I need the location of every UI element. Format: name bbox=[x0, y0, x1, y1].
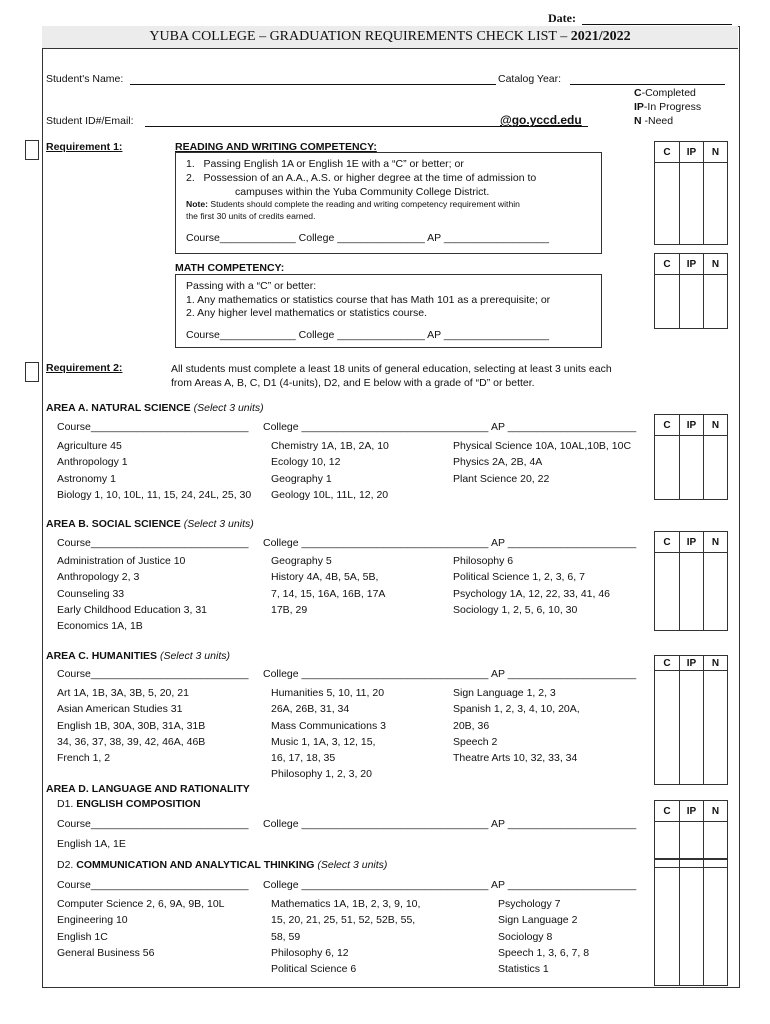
d2-college-field[interactable]: College ________________________________ bbox=[263, 879, 489, 891]
d2-status-grid bbox=[654, 858, 728, 986]
area-a-col3: Physical Science 10A, 10AL,10B, 10C Physics 2A, 2B, 4A Plant Science 20, 22 bbox=[453, 440, 632, 485]
page-title: YUBA COLLEGE – GRADUATION REQUIREMENTS CHECK LIST – 2021/2022 bbox=[149, 29, 631, 44]
catalog-year-label: Catalog Year: bbox=[498, 73, 562, 85]
math-status-grid: C IP N bbox=[654, 253, 728, 329]
area-c-college-field[interactable]: College ________________________________ bbox=[263, 668, 489, 680]
requirement-2-checkbox[interactable] bbox=[25, 362, 39, 382]
d1-college-field[interactable]: College ________________________________ bbox=[263, 818, 489, 830]
area-c-col3: Sign Language 1, 2, 3 Spanish 1, 2, 3, 4, 10, 20A, 20B, 36 Speech 2 Theatre Arts 10, 32, 33, 34 bbox=[453, 687, 580, 765]
area-c-course-field[interactable]: Course___________________________ bbox=[57, 668, 249, 680]
math-competency-title: MATH COMPETENCY: bbox=[175, 262, 285, 274]
d2-title: D2. COMMUNICATION AND ANALYTICAL THINKING (Select 3 units) bbox=[57, 859, 388, 871]
date-field[interactable] bbox=[582, 24, 732, 25]
requirement-2-label: Requirement 2: bbox=[46, 362, 123, 374]
area-b-col1: Administration of Justice 10 Anthropology 2, 3 Counseling 33 Early Childhood Education 3, 31 Economics 1A, 1B bbox=[57, 555, 208, 633]
reading-writing-items: 1. Passing English 1A or English 1E with a “C” or better; or 2. Possession of an A.A., A.S. or higher degree at the time of admission to campuses within the Yuba Community College District. bbox=[186, 158, 537, 198]
d2-course-field[interactable]: Course___________________________ bbox=[57, 879, 249, 891]
d2-ap-field[interactable]: AP ______________________ bbox=[491, 879, 637, 891]
d1-title: D1. ENGLISH COMPOSITION bbox=[57, 798, 201, 810]
d1-course-field[interactable]: Course___________________________ bbox=[57, 818, 249, 830]
requirement-1-checkbox[interactable] bbox=[25, 140, 39, 160]
student-id-label: Student ID#/Email: bbox=[46, 115, 134, 127]
area-c-ap-field[interactable]: AP ______________________ bbox=[491, 668, 637, 680]
area-b-course-field[interactable]: Course___________________________ bbox=[57, 537, 249, 549]
date-label: Date: bbox=[548, 11, 576, 25]
area-b-title: AREA B. SOCIAL SCIENCE (Select 3 units) bbox=[46, 518, 254, 530]
area-d-title: AREA D. LANGUAGE AND RATIONALITY bbox=[46, 783, 250, 795]
area-b-ap-field[interactable]: AP ______________________ bbox=[491, 537, 637, 549]
reading-writing-course-line[interactable]: Course_____________ College _______________ AP __________________ bbox=[186, 232, 549, 244]
area-c-col2: Humanities 5, 10, 11, 20 26A, 26B, 31, 34 Mass Communications 3 Music 1, 1A, 3, 12, 15, 16, 17, 18, 35 Philosophy 1, 2, 3, 20 bbox=[271, 687, 386, 781]
area-a-course-field[interactable]: Course___________________________ bbox=[57, 421, 249, 433]
area-b-status-grid: C IP N bbox=[654, 531, 728, 631]
d2-col3: Psychology 7 Sign Language 2 Sociology 8 Speech 1, 3, 6, 7, 8 Statistics 1 bbox=[498, 898, 590, 976]
d2-col2: Mathematics 1A, 1B, 2, 3, 9, 10, 15, 20, 21, 25, 51, 52, 52B, 55, 58, 59 Philosophy 6, 12 Political Science 6 bbox=[271, 898, 421, 976]
d1-courses: English 1A, 1E bbox=[57, 838, 126, 850]
student-name-label: Student's Name: bbox=[46, 73, 124, 85]
requirement-1-label: Requirement 1: bbox=[46, 141, 123, 153]
email-domain: @go.yccd.edu bbox=[500, 113, 582, 127]
d1-status-grid: C IP N bbox=[654, 800, 728, 860]
area-b-college-field[interactable]: College ________________________________ bbox=[263, 537, 489, 549]
area-a-col2: Chemistry 1A, 1B, 2A, 10 Ecology 10, 12 Geography 1 Geology 10L, 11L, 12, 20 bbox=[271, 440, 389, 501]
area-c-title: AREA C. HUMANITIES (Select 3 units) bbox=[46, 650, 230, 662]
catalog-year-field[interactable] bbox=[570, 84, 725, 85]
status-legend: C-Completed IP-In Progress N -Need bbox=[634, 87, 702, 127]
area-c-col1: Art 1A, 1B, 3A, 3B, 5, 20, 21 Asian American Studies 31 English 1B, 30A, 30B, 31A, 31B 34, 36, 37, 38, 39, 42, 46A, 46B French 1, 2 bbox=[57, 687, 206, 765]
area-c-status-grid: C IP N bbox=[654, 655, 728, 785]
area-a-col1: Agriculture 45 Anthropology 1 Astronomy 1 Biology 1, 10, 10L, 11, 15, 24, 24L, 25, 30 bbox=[57, 440, 252, 501]
student-name-field[interactable] bbox=[130, 84, 496, 85]
reading-writing-title: READING AND WRITING COMPETENCY: bbox=[175, 141, 377, 153]
d1-ap-field[interactable]: AP ______________________ bbox=[491, 818, 637, 830]
d2-col1: Computer Science 2, 6, 9A, 9B, 10L Engineering 10 English 1C General Business 56 bbox=[57, 898, 225, 959]
requirement-1-status-grid: C IP N bbox=[654, 141, 728, 245]
reading-writing-note: Note: Students should complete the reading and writing competency requirement within the first 30 units of credits earned. bbox=[186, 199, 520, 221]
math-competency-items: Passing with a “C” or better: 1. Any mathematics or statistics course that has Math 101 as a prerequisite; or 2. Any higher level mathematics or statistics course. bbox=[186, 280, 551, 319]
area-b-col3: Philosophy 6 Political Science 1, 2, 3, 6, 7 Psychology 1A, 12, 22, 33, 41, 46 Sociology 1, 2, 5, 6, 10, 30 bbox=[453, 555, 611, 616]
area-a-status-grid: C IP N bbox=[654, 414, 728, 500]
area-a-title: AREA A. NATURAL SCIENCE (Select 3 units) bbox=[46, 402, 264, 414]
area-a-college-field[interactable]: College ________________________________ bbox=[263, 421, 489, 433]
area-a-ap-field[interactable]: AP ______________________ bbox=[491, 421, 637, 433]
area-b-col2: Geography 5 History 4A, 4B, 5A, 5B, 7, 14, 15, 16A, 16B, 17A 17B, 29 bbox=[271, 555, 386, 616]
requirement-2-text: All students must complete a least 18 units of general education, selecting at least 3 units each from Areas A, B, C, D1 (4-units), D2, and E below with a grade of “D” or better. bbox=[171, 363, 612, 389]
title-bar bbox=[42, 26, 738, 49]
math-course-line[interactable]: Course_____________ College _______________ AP __________________ bbox=[186, 329, 549, 341]
